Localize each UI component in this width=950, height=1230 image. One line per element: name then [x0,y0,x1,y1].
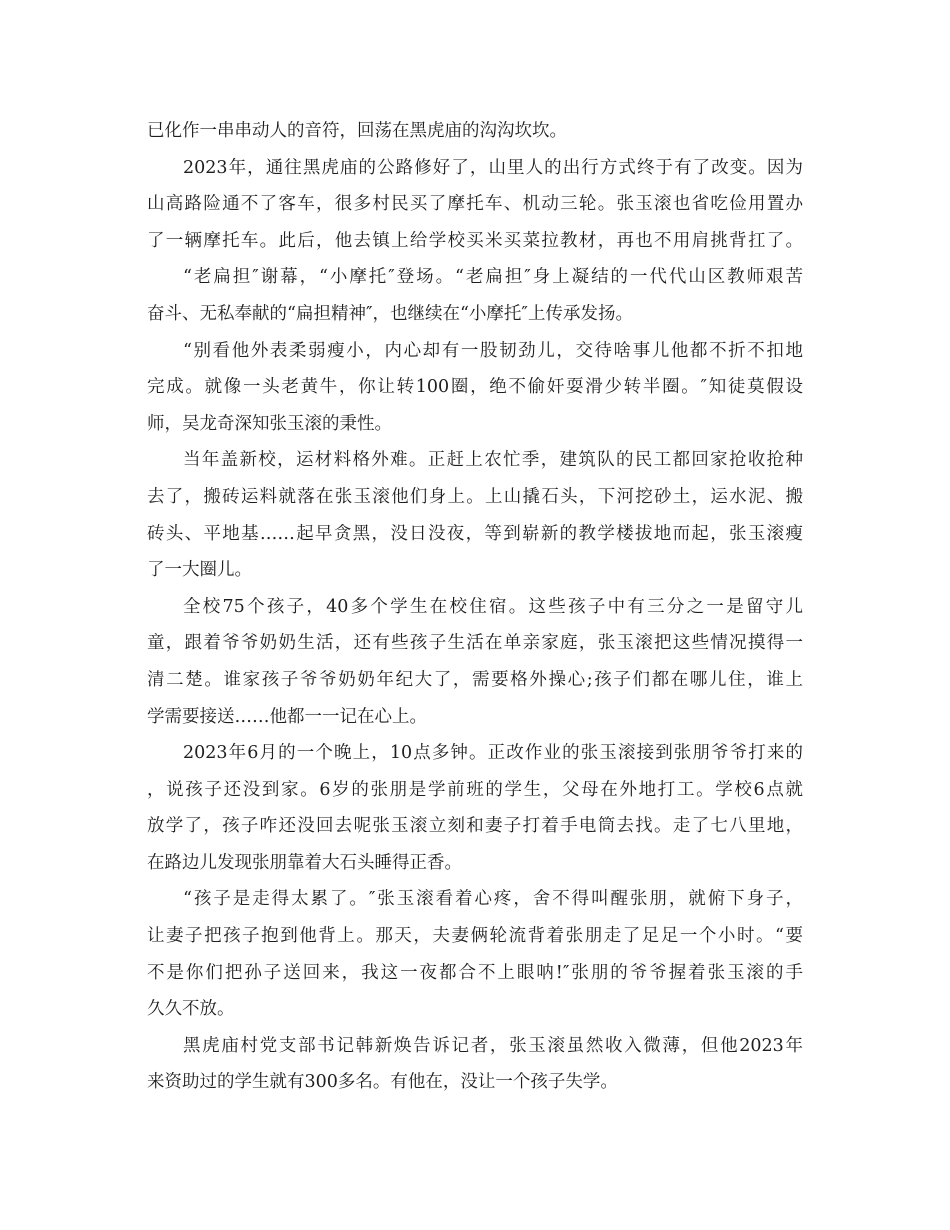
document-body [147,113,803,1101]
text-line: 来资助过的学生就有300多名。有他在，没让一个孩子失学。 [147,1072,618,1093]
text-line: 师，吴龙奇深知张玉滚的秉性。 [147,413,392,434]
text-line: 清二楚。谁家孩子爷爷奶奶年纪大了，需要格外操心;孩子们都在哪儿住，谁上 [147,669,803,690]
paragraph-first-line: “孩子是走得太累了。″张玉滚看着心疼，舍不得叫醒张朋，就俯下身子， [183,889,803,910]
paragraph-first-line: 2023年6月的一个晚上，10点多钟。正改作业的张玉滚接到张朋爷爷打来的 [183,743,803,764]
text-line: 童，跟着爷爷奶奶生活，还有些孩子生活在单亲家庭，张玉滚把这些情况摸得一 [147,633,803,654]
paragraph-first-line: “别看他外表柔弱瘦小，内心却有一股韧劲儿，交待啥事儿他都不折不扣地 [183,340,803,361]
text-line: 去了，搬砖运料就落在张玉滚他们身上。上山撬石头，下河挖砂土，运水泥、搬 [147,486,803,507]
text-line: 砖头、平地基……起早贪黑，没日没夜，等到崭新的教学楼拔地而起，张玉滚瘦 [147,523,803,544]
paragraph-first-line: 黑虎庙村党支部书记韩新焕告诉记者，张玉滚虽然收入微薄，但他2023年 [183,1035,803,1056]
paragraph-first-line: 全校75个孩子，40多个学生在校住宿。这些孩子中有三分之一是留守儿 [183,596,803,617]
text-line: 了一辆摩托车。此后，他去镇上给学校买米买菜拉教材，再也不用肩挑背扛了。 [147,230,803,251]
text-line: 奋斗、无私奉献的“扁担精神″，也继续在“小摩托″上传承发扬。 [147,303,633,324]
text-line: 久久不放。 [147,999,235,1020]
text-line: 完成。就像一头老黄牛，你让转100圈，绝不偷奸耍滑少转半圈。″知徒莫假设 [147,377,803,398]
text-line: 山高路险通不了客车，很多村民买了摩托车、机动三轮。张玉滚也省吃俭用置办 [147,194,803,215]
text-line: 放学了，孩子咋还没回去呢张玉滚立刻和妻子打着手电筒去找。走了七八里地， [147,816,803,837]
text-line: 了一大圈儿。 [147,560,252,581]
text-line: 在路边儿发现张朋靠着大石头睡得正香。 [147,852,462,873]
paragraph-first-line: “老扁担″谢幕，“小摩托″登场。“老扁担″身上凝结的一代代山区教师艰苦 [183,267,803,288]
text-line: 已化作一串串动人的音符，回荡在黑虎庙的沟沟坎坎。 [147,121,567,141]
paragraph-first-line: 当年盖新校，运材料格外难。正赶上农忙季，建筑队的民工都回家抢收抢种 [183,450,803,471]
paragraph-first-line: 2023年，通往黑虎庙的公路修好了，山里人的出行方式终于有了改变。因为 [183,157,803,178]
text-line: 让妻子把孩子抱到他背上。那天，夫妻俩轮流背着张朋走了足足一个小时。“要 [147,926,803,947]
text-line: 学需要接送……他都一一记在心上。 [147,706,427,727]
text-line: ，说孩子还没到家。6岁的张朋是学前班的学生，父母在外地打工。学校6点就 [147,779,803,800]
text-line: 不是你们把孙子送回来，我这一夜都合不上眼呐!″张朋的爷爷握着张玉滚的手 [147,962,803,983]
